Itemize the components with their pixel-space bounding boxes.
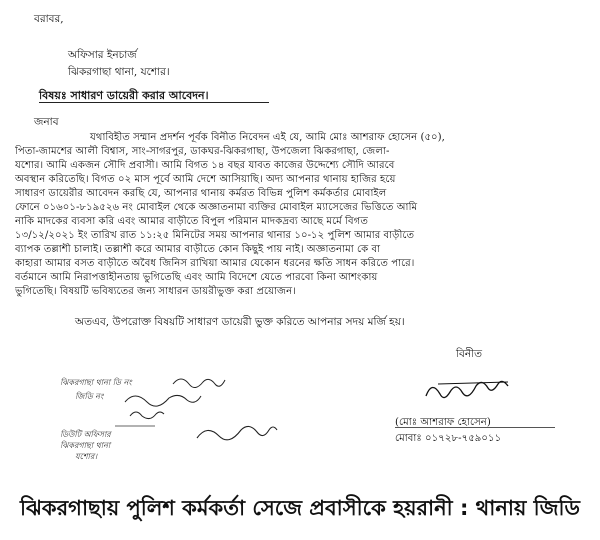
body-line: কাহারা আমার বসত বাড়ীতে অবৈধ জিনিস রাখিয়া আমার যেকোন ধরনের ক্ষতি সাধন করিতে পারে।	[15, 258, 415, 269]
closing-paragraph: অতএব, উপরোক্ত বিষয়টি সাধারণ ডায়েরী ভুক্ত করিতে আপনার সদয় মর্জি হয়।	[75, 316, 405, 328]
body-line: ১৩/১২/২০২১ ইং তারিখ রাত ১১:২৫ মিনিটের সময় আপনার থানার ১০-১২ পুলিশ আমার বাড়ীতে	[15, 230, 415, 241]
recipient-title: অফিসার ইনচার্জ	[68, 49, 137, 61]
stamp-line: ডিউটি অফিসার	[60, 430, 111, 439]
salutation: বরাবর,	[34, 13, 64, 25]
body-line: ভুগিতেছি। বিষয়টি ভবিষ্যতের জন্য সাধারন ডায়রীভুক্ত করা প্রয়োজন।	[15, 286, 296, 297]
body-line: ব্যাপক তল্লাশী চালাই। তল্লাশী করে আমার বাড়ীতে কোন কিছুই পায় নাই। অজ্ঞাতনামা কে বা	[15, 244, 381, 255]
body-line: নাকি মাদকের ব্যবসা করি এবং আমার বাড়ীতে বিপুল পরিমান মাদকদ্রব্য আছে মর্মে বিগত	[15, 216, 368, 227]
stamp-line: জিডি নং	[75, 392, 104, 401]
body-line: অবস্থান করিতেছি। বিগত ০২ মাস পূর্বে আমি দেশে আসিয়াছি। অদ্য আপনার থানায় হাজির হয়ে	[15, 174, 396, 185]
body-line: পিতা-জামশের আলী বিশ্বাস, সাং-সাগরপুর, ডাকঘর-ঝিকরগাছা, উপজেলা ঝিকরগাছা, জেলা-	[15, 146, 390, 157]
letter-subject: বিষয়ঃ সাধারণ ডায়েরী করার আবেদন।	[39, 89, 209, 102]
body-line: যথাবিহীত সম্মান প্রদর্শন পূর্বক বিনীত নিবেদন এই যে, আমি মোঃ আশরাফ হোসেন (৫০),	[90, 132, 445, 143]
stamp-line: ঝিকরগাছা থানা ডি নং	[60, 378, 132, 387]
stamp-line: যশোর।	[75, 452, 98, 461]
body-line: সাধারণ ডায়েরীর আবেদন করছি যে, আপনার থানায় কর্মরত বিভিন্ন পুলিশ কর্মকর্তার মোবাইল	[15, 188, 387, 199]
applicant-signature	[418, 370, 528, 410]
yours-faithfully: বিনীত	[456, 348, 482, 360]
body-line: যশোর। আমি একজন সৌদি প্রবাসী। আমি বিগত ১৪ বছর যাবত কাজের উদ্দেশ্যে সৌদি আরবে	[15, 160, 395, 171]
body-line: বর্তমানে আমি নিরাপত্তাহীনতায় ভুগিতেছি এবং আমি বিদেশে যেতে পারবো কিনা আশংকায়	[15, 272, 378, 283]
recipient-address: ঝিকরগাছা থানা, যশোর।	[68, 66, 170, 78]
sender-mobile: মোবাঃ ০১৭২৮-৭৫৯০১১	[395, 433, 502, 444]
subject-underline	[39, 102, 269, 103]
police-stamp	[55, 372, 315, 477]
sender-name: (মোঃ আশরাফ হোসেন)	[395, 417, 491, 428]
body-line: ফোনে ০১৬০১-৮১৯৫২৬ নং মোবাইল থেকে অজ্ঞাতনামা ব্যক্তির মোবাইল ম্যাসেজের ভিত্তিতে আমি	[15, 202, 418, 213]
addressee: জনাব	[34, 116, 59, 128]
stamp-line: ঝিকরগাছা থানা	[60, 441, 111, 450]
news-headline: ঝিকরগাছায় পুলিশ কর্মকর্তা সেজে প্রবাসীকে হয়রানী : থানায় জিডি	[0, 478, 600, 540]
